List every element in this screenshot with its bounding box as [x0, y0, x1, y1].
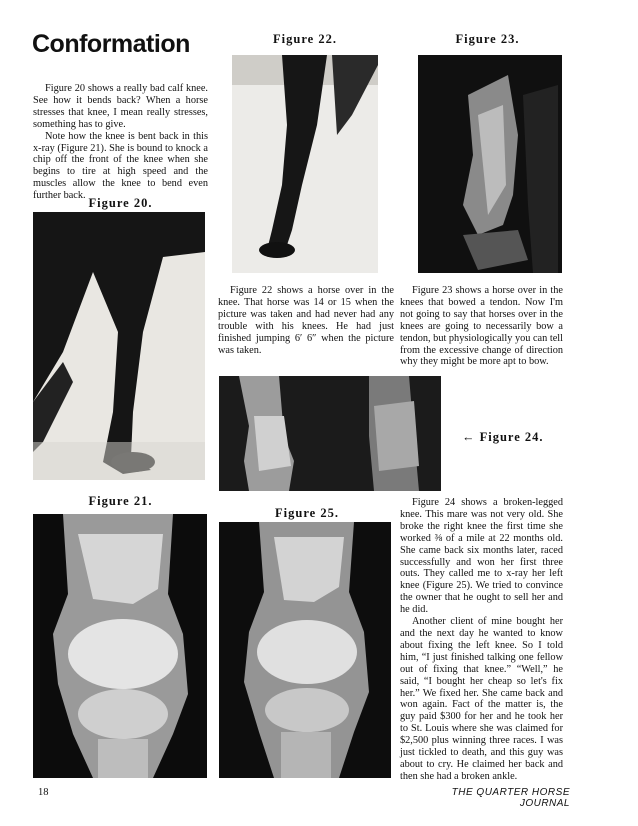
figure-22-paragraph: Figure 22 shows a horse over in the knee. That horse was 14 or 15 when the picture was taken and had never had any trouble with his knees. He had just finished jumping 6′ 6″ when the picture was taken.: [218, 285, 394, 356]
figure-22-photo: [232, 55, 378, 273]
arrow-left-icon: ←: [462, 430, 476, 444]
story-paragraph-2: Another client of mine bought her and the next day he wanted to know about fixing the left knee. So I told him, “I just finished talking one fellow out of fixing that knee.” “Well,” he said, “I bought her cheap so let's fix her.” We fixed her. She came back and won again. Fact of the matter is, the guy paid $300 for her and he took her to St. Louis where she was claimed for $2,500 plus winning three races. I was just tickled to death, and this guy was about to cry. He claimed her back and then she had a broken ankle.: [400, 616, 563, 782]
figure-22-caption: Figure 22.: [273, 32, 337, 46]
story-paragraph-1: Figure 24 shows a broken-legged knee. This mare was not very old. She broke the right knee the first time she worked ⅜ of a mile at 22 months old. She came back six months later, raced successfully and won her first three outs. They called me to x-ray her left knee (Figure 25). We tried to convince the owner that he ought to sell her and he did.: [400, 497, 563, 616]
figure-20-photo: [33, 212, 205, 480]
figure-23-paragraph: Figure 23 shows a horse over in the knees that bowed a tendon. Now I'm not going to say that horses over in the knees are going to necessarily bow a tendon, but physiologically you can tell from the excessive change of direction why they might be more apt to bow.: [400, 285, 564, 368]
page-title: Conformation: [32, 30, 190, 58]
intro-text: [33, 83, 208, 202]
journal-name: THE QUARTER HORSE JOURNAL: [451, 787, 570, 809]
intro-paragraph-2: Note how the knee is bent back in this x-ray (Figure 21). She is bound to knock a chip off the front of the knee when she begins to tire at high speed and the muscles allow the knee to bend even further back.: [33, 130, 208, 202]
intro-paragraph-1: Figure 20 shows a really bad calf knee. See how it bends back? When a horse stresses that knee, I mean really stresses, something has to give.: [33, 83, 208, 130]
page-number: 18: [38, 787, 49, 798]
figure-25-xray: [219, 522, 391, 778]
figure-21-caption: Figure 21.: [88, 494, 153, 508]
figure-22-text: [218, 285, 394, 356]
figure-23-caption: Figure 23.: [455, 32, 520, 46]
figure-23-text: [400, 285, 563, 368]
figure-24-photo: [219, 376, 441, 491]
figure-20-caption: Figure 20.: [88, 196, 153, 210]
figure-25-caption: Figure 25.: [275, 506, 339, 520]
story-text: [400, 497, 563, 783]
figure-24-caption-text: Figure 24.: [479, 430, 544, 444]
figure-23-photo: [418, 55, 562, 273]
figure-24-caption: [462, 430, 562, 445]
figure-21-xray: [33, 514, 207, 778]
